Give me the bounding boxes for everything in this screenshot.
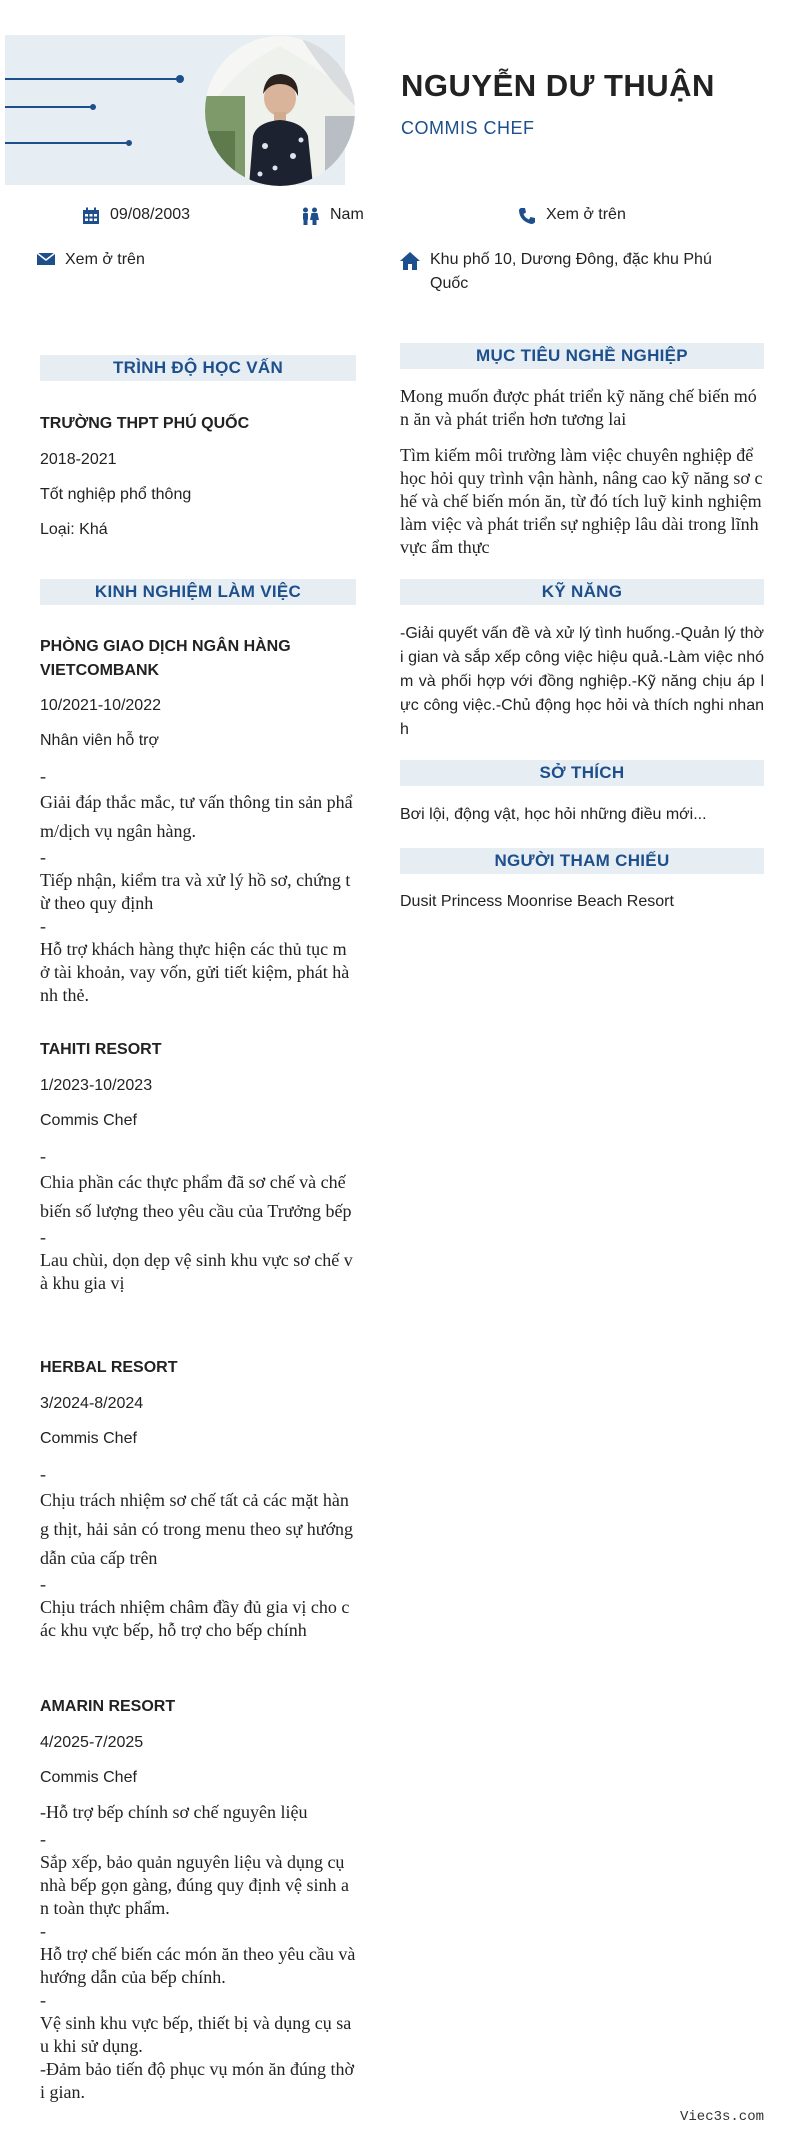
experience-title: KINH NGHIỆM LÀM VIỆC — [40, 579, 356, 605]
candidate-position: COMMIS CHEF — [401, 118, 535, 138]
hobbies-title: SỞ THÍCH — [400, 760, 764, 786]
job-period: 10/2021-10/2022 — [40, 697, 161, 714]
duty-line: Vệ sinh khu vực bếp, thiết bị và dụng cụ sau khi sử dụng. — [40, 2013, 352, 2056]
job-role: Commis Chef — [40, 1769, 137, 1786]
duty-line: Giải đáp thắc mắc, tư vấn thông tin sản phẩm/dịch vụ ngân hàng. — [40, 792, 353, 841]
job-period: 4/2025-7/2025 — [40, 1734, 144, 1751]
job-role: Commis Chef — [40, 1112, 137, 1129]
duty-line: - — [40, 1227, 46, 1247]
duty-line: Chia phần các thực phẩm đã sơ chế và chế biến số lượng theo yêu cầu của Trưởng bếp — [40, 1172, 352, 1221]
hobbies-text: Bơi lội, động vật, học hỏi những điều mới... — [400, 806, 707, 823]
job-duties — [40, 1801, 356, 2104]
duty-line: - — [40, 1574, 46, 1594]
references-title: NGƯỜI THAM CHIẾU — [400, 848, 764, 874]
gender-icon — [300, 207, 320, 225]
duty-line: -Hỗ trợ bếp chính sơ chế nguyên liệu — [40, 1802, 308, 1822]
duty-line: Hỗ trợ chế biến các món ăn theo yêu cầu và hướng dẫn của bếp chính. — [40, 1944, 356, 1987]
birthday-row — [82, 206, 190, 225]
duty-line: Chịu trách nhiệm sơ chế tất cả các mặt hàng thịt, hải sản có trong menu theo sự hướng dẫn của cấp trên — [40, 1490, 353, 1568]
objective-title: MỤC TIÊU NGHỀ NGHIỆP — [400, 343, 764, 369]
decor-line-1 — [5, 78, 180, 80]
job-period: 1/2023-10/2023 — [40, 1077, 153, 1094]
duty-line: - — [40, 1464, 46, 1484]
duty-line: Sắp xếp, bảo quản nguyên liệu và dụng cụ nhà bếp gọn gàng, đúng quy định vệ sinh an toàn thực phẩm. — [40, 1852, 349, 1918]
job-duties — [40, 765, 356, 1007]
job-company: AMARIN RESORT — [40, 1698, 176, 1715]
objective-text-1: Mong muốn được phát triển kỹ năng chế biến món ăn và phát triển hơn tương lai — [400, 386, 757, 429]
education-degree: Tốt nghiệp phổ thông — [40, 486, 192, 503]
duty-line: -Đảm bảo tiến độ phục vụ món ăn đúng thời gian. — [40, 2059, 354, 2102]
duty-line: - — [40, 847, 46, 867]
duty-line: Tiếp nhận, kiểm tra và xử lý hồ sơ, chứng từ theo quy định — [40, 870, 351, 913]
job-role: Nhân viên hỗ trợ — [40, 732, 159, 749]
education-title: TRÌNH ĐỘ HỌC VẤN — [40, 355, 356, 381]
skills-text: -Giải quyết vấn đề và xử lý tình huống.-Quản lý thời gian và sắp xếp công việc hiệu quả.-Làm việc nhóm và phối hợp với đồng nghiệp.-Kỹ năng chịu áp lực công việc.-Chủ động học hỏi và thích nghi nhanh — [400, 625, 764, 738]
email-row — [37, 251, 145, 269]
duty-line: - — [40, 1990, 46, 2010]
duty-line: Lau chùi, dọn dẹp vệ sinh khu vực sơ chế và khu gia vị — [40, 1250, 353, 1293]
gender-row — [300, 206, 364, 225]
email-icon — [37, 252, 55, 266]
duty-line: Hỗ trợ khách hàng thực hiện các thủ tục mở tài khoản, vay vốn, gửi tiết kiệm, phát hành thẻ. — [40, 939, 350, 1005]
skills-title: KỸ NĂNG — [400, 579, 764, 605]
duty-line: - — [40, 766, 46, 786]
job-company: PHÒNG GIAO DỊCH NGÂN HÀNG VIETCOMBANK — [40, 638, 291, 679]
job-duties — [40, 1145, 356, 1295]
decor-line-2 — [5, 106, 92, 108]
education-period: 2018-2021 — [40, 451, 117, 468]
address-row — [400, 251, 740, 296]
education-school: TRƯỜNG THPT PHÚ QUỐC — [40, 415, 250, 432]
duty-line: Chịu trách nhiệm châm đầy đủ gia vị cho các khu vực bếp, hỗ trợ cho bếp chính — [40, 1597, 350, 1640]
phone-row — [518, 206, 626, 225]
phone-text: Xem ở trên — [546, 206, 626, 223]
duty-line: - — [40, 916, 46, 936]
objective-text-2: Tìm kiếm môi trường làm việc chuyên nghiệp để học hỏi quy trình vận hành, nâng cao kỹ năng sơ chế và chế biến món ăn, từ đó tích luỹ kinh nghiệm làm việc và phát triển sự nghiệp lâu dài trong lĩnh vực ẩm thực — [400, 445, 763, 557]
job-period: 3/2024-8/2024 — [40, 1395, 144, 1412]
candidate-name: NGUYỄN DƯ THUẬN — [401, 68, 715, 103]
job-role: Commis Chef — [40, 1430, 137, 1447]
duty-line: - — [40, 1921, 46, 1941]
birthday-text: 09/08/2003 — [110, 206, 191, 223]
address-text: Khu phố 10, Dương Đông, đặc khu Phú Quốc — [430, 251, 712, 292]
phone-icon — [518, 207, 536, 225]
footer-watermark: Viec3s.com — [679, 2109, 764, 2125]
duty-line: - — [40, 1146, 46, 1166]
decor-line-3 — [5, 142, 128, 144]
references-text: Dusit Princess Moonrise Beach Resort — [400, 893, 674, 910]
job-company: HERBAL RESORT — [40, 1359, 178, 1376]
duty-line: - — [40, 1829, 46, 1849]
profile-photo — [205, 36, 355, 186]
job-duties — [40, 1463, 356, 1642]
calendar-icon — [82, 207, 100, 225]
gender-text: Nam — [330, 206, 364, 223]
education-grade: Loại: Khá — [40, 521, 108, 538]
email-text: Xem ở trên — [65, 251, 145, 268]
home-icon — [400, 252, 420, 270]
job-company: TAHITI RESORT — [40, 1041, 162, 1058]
